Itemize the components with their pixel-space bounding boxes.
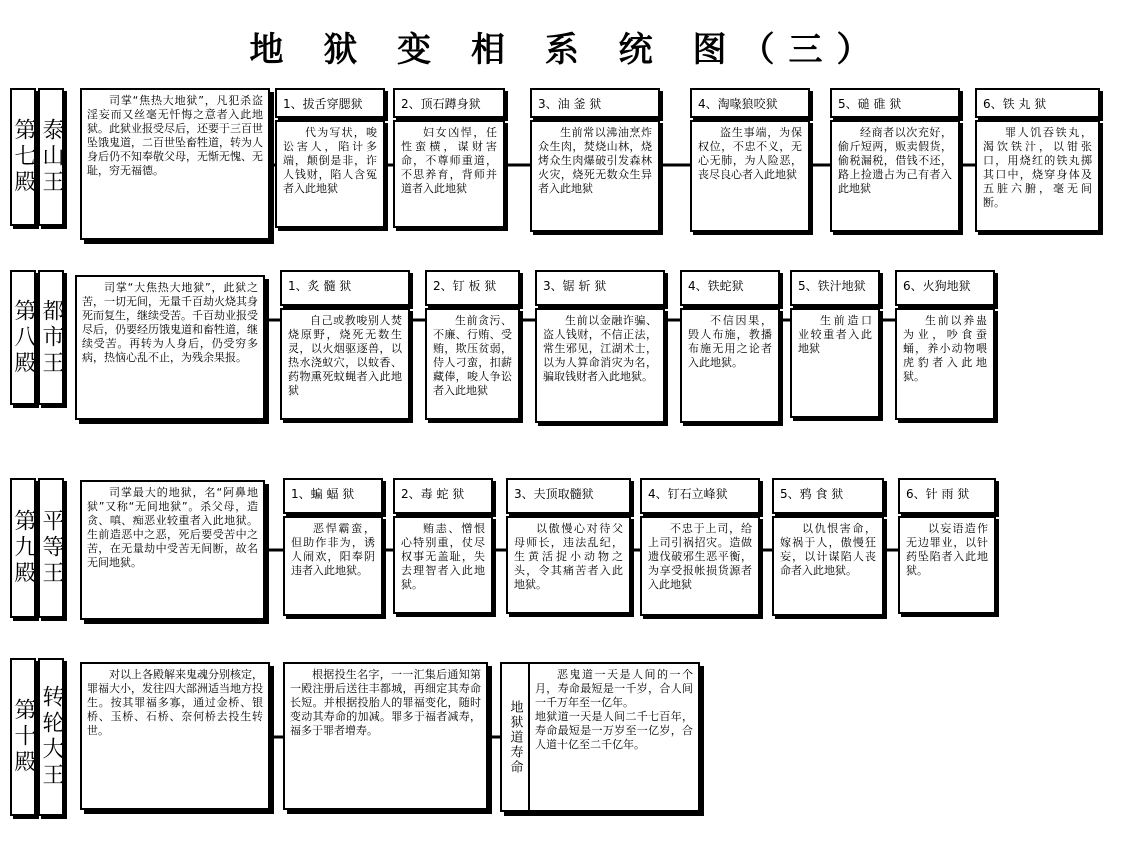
- row8-hell-4-body: 不信因果，毁人布施，教播布施无用之论者入此地狱。: [680, 308, 780, 423]
- row8-hell-2-head: 2、钉 板 狱: [425, 270, 520, 306]
- row7-hell-2-body: 妇女凶悍，任性蛮横，谋财害命，不尊师重道，不思养育，背师并道者入此地狱: [393, 120, 505, 228]
- hall-7-label: [10, 88, 36, 226]
- hall-9-label: [10, 478, 36, 618]
- king-9-text: 平等王: [39, 509, 64, 587]
- hall-9-description: [80, 480, 265, 620]
- row9-hell-2-head: 2、毒 蛇 狱: [393, 478, 493, 514]
- row7-hell-5-head: 5、磓 碓 狱: [830, 88, 960, 118]
- row9-hell-1-body: 恶悍霸蛮，但助作非为，诱人闹欢，阳奉阴违者入此地狱。: [283, 516, 383, 616]
- hall-8-description: [75, 275, 265, 420]
- row9-hell-5-head: 5、鸦 食 狱: [772, 478, 884, 514]
- lifespan-side-text: 地狱道寿命: [507, 699, 523, 775]
- hall-8-text: 第八殿: [11, 298, 36, 377]
- row9-hell-1-head: 1、蝙 蝠 狱: [283, 478, 383, 514]
- row7-hell-6-head: 6、铁 丸 狱: [975, 88, 1100, 118]
- row9-hell-6-body: 以妄语造作无边罪业，以针药坠陷者入此地狱。: [898, 516, 996, 614]
- row7-hell-3-body: 生前常以沸油烹炸众生肉，焚烧山林，烧烤众生肉爆破引发森林火灾，烧死无数众生异者入此地狱: [530, 120, 660, 232]
- row7-hell-5-body: 经商者以次充好，偷斤短两，贩卖假货，偷税漏税，借钱不还，路上捡遗占为己有者入此地狱: [830, 120, 960, 232]
- king-10-label: [38, 658, 64, 816]
- row8-hell-3-head: 3、锯 斩 狱: [535, 270, 665, 306]
- row7-hell-3-head: 3、油 釜 狱: [530, 88, 660, 118]
- lifespan-side-label: [502, 664, 530, 810]
- row8-hell-4-head: 4、铁蛇狱: [680, 270, 780, 306]
- row9-hell-3-body: 以傲慢心对待父母师长，违法乱纪，生黄活捉小动物之头，令其痛苦者入此地狱。: [506, 516, 631, 614]
- row9-hell-4-head: 4、钉石立峰狱: [640, 478, 760, 514]
- row9-hell-5-body: 以仇恨害命，嫁祸于人，傲慢狂妄，以计谋陷人丧命者入此地狱。: [772, 516, 884, 616]
- king-8-text: 都市王: [39, 298, 64, 377]
- lifespan-box: [500, 662, 700, 812]
- hall-9-text: 第九殿: [11, 509, 36, 587]
- row7-hell-6-body: 罪人饥吞铁丸，渴饮铁汁，以钳张口，用烧红的铁丸掷其口中，烧穿身体及五脏六腑，毫无间断。: [975, 120, 1100, 232]
- hall-7-description: [80, 88, 270, 240]
- row8-hell-5-head: 5、铁汁地狱: [790, 270, 880, 306]
- row9-hell-2-body: 贿恚、憎恨心特别重，仗尽权事无盖耻，失去理智者入此地狱。: [393, 516, 493, 614]
- row8-hell-2-body: 生前贪污、不廉、行贿、受贿，欺压贫弱，侍人刁蛮，扣薪藏俸，唆人争讼者入此地狱: [425, 308, 520, 420]
- lifespan-text: 恶鬼道一天是人间的一个月，寿命最短是一千岁，合人间一千万年至一亿年。 地狱道一天是人间二千七百年，寿命最短是一万岁至一亿岁，合人道十亿至二千亿年。: [535, 668, 693, 751]
- hall-10-label: [10, 658, 36, 816]
- row9-hell-4-body: 不忠于上司，给上司引祸招灾。造做遗伐破邪生恶平衡，为享受报帐损货源者入此地狱: [640, 516, 760, 616]
- king-9-label: [38, 478, 64, 618]
- row8-hell-1-body: 自己或教唆别人焚烧原野，烧死无数生灵，以火烟驱逐兽，以热水浇蚁穴，以蚊香、药物熏死蚊蝇者入此地狱: [280, 308, 410, 420]
- row8-hell-6-body: 生前以养蛊为业，吵食蚕蛹，养小动物喂虎豹者入此地狱。: [895, 308, 995, 420]
- hall-8-label: [10, 270, 36, 405]
- hall-9-desc-text: 司掌最大的地狱，名“阿鼻地狱”又称“无间地狱”。杀父母，造贪、嗔、痴恶业较重者入此地狱。生前造恶中之恶，死后要受苦中之苦，在无量劫中受苦无间断，故名无间地狱。: [87, 486, 258, 569]
- row9-hell-3-head: 3、夫顶取髓狱: [506, 478, 631, 514]
- king-10-text: 转轮大王: [39, 685, 64, 789]
- row8-hell-3-body: 生前以金融诈骗、盗人钱财，不信正法，常生邪见，江湖术士，以为人算命消灾为名，骗取钱财者入此地狱。: [535, 308, 665, 423]
- row7-hell-1-body: 代为写状，唆讼害人，陷计多端，颠倒是非，诈人钱财，陷人含冤者入此地狱: [275, 120, 385, 228]
- row8-hell-1-head: 1、炙 髓 狱: [280, 270, 410, 306]
- hall-10-description: [80, 662, 270, 810]
- row9-hell-6-head: 6、针 雨 狱: [898, 478, 996, 514]
- page-title: 地 狱 变 相 系 统 图（三）: [249, 30, 885, 70]
- hall-10-desc2-text: 根据投生名字，一一汇集后通知第一殿注册后送往丰都城，再细定其寿命长短。并根据投胎人的罪福变化，随时变动其寿命的加减。罪多于福者减寿，福多于罪者增寿。: [290, 668, 481, 737]
- row8-hell-5-body: 生前造口业较重者入此地狱: [790, 308, 880, 418]
- row7-hell-1-head: 1、拔舌穿腮狱: [275, 88, 385, 118]
- row7-hell-4-body: 盗生事端，为保权位，不忠不义，无心无肺，为人险恶，丧尽良心者入此地狱: [690, 120, 810, 232]
- row8-hell-6-head: 6、火狗地狱: [895, 270, 995, 306]
- hall-7-desc-text: 司掌“焦热大地狱”，凡犯杀盗淫妄而又丝毫无忏悔之意者入此地狱。此狱业报受尽后，还要于三百世坠饿鬼道，二百世坠畜牲道，转为人身后仍不知奉敬父母，无惭无愧、无耻，穷无福德。: [87, 94, 263, 177]
- hall-7-text: 第七殿: [11, 118, 36, 196]
- king-8-label: [38, 270, 64, 405]
- hall-8-desc-text: 司掌“大焦热大地狱”，此狱之苦，一切无间，无量千百劫火烧其身死而复生，继续受苦。千百劫业报受尽后，仍要经历饿鬼道和畜牲道，继续受苦。再转为人身后，仍受穷多病，热恼心乱不止，为残余果报。: [82, 281, 258, 364]
- hall-10-desc-text: 对以上各殿解来鬼魂分别核定，罪福大小，发往四大部洲适当地方投生。按其罪福多寡，通过金桥、银桥、玉桥、石桥、奈何桥去投生转世。: [87, 668, 263, 737]
- king-7-label: [38, 88, 64, 226]
- row7-hell-4-head: 4、淘喙狼咬狱: [690, 88, 810, 118]
- hall-10-description-2: [283, 662, 488, 810]
- hall-10-text: 第十殿: [11, 698, 36, 776]
- king-7-text: 泰山王: [39, 118, 64, 196]
- row7-hell-2-head: 2、顶石蹲身狱: [393, 88, 505, 118]
